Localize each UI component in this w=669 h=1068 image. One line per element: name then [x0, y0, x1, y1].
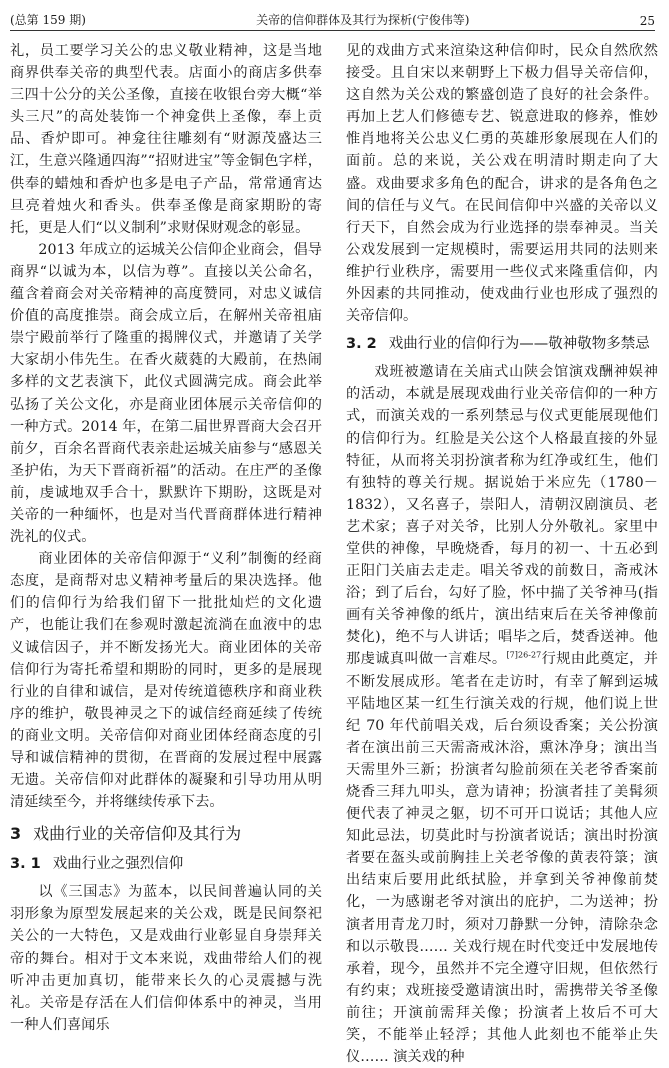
- citation-reference: [7]26-27: [506, 650, 542, 660]
- subsection-number: 3. 1: [10, 856, 41, 873]
- paragraph-text: 戏班被邀请在关庙式山陕会馆演戏酬神娱神的活动，本就是展现戏曲行业关帝信仰的一种方式，而演关戏的一系列禁忌与仪式更能展现他们的信仰行为。红脸是关公这个人格最直接的外显特征，从而将关羽扮演者称为红净或红生，他们有独特的尊关行规。据说始于米应先（1780－1832），又名喜子，崇阳人，清朝汉剧演员、老艺术家；喜子对关爷，比别人分外敬礼。家里中堂供的神像，早晚烧香，每月的初一、十五必到正阳门关庙去走走。唱关爷戏的前数日，斋戒沐浴；到了后台，勾好了脸，怀中揣了关爷神马(指画有关爷神像的纸片，演出结束后在关爷神像前焚化)，绝不与人讲话；唱毕之后，焚香送神。他那虔诚真叫做一言难尽。: [346, 364, 658, 668]
- subsection-title: 戏曲行业的信仰行为——敬神敬物多禁忌: [388, 336, 650, 353]
- paragraph: 2013 年成立的运城关公信仰企业商会，倡导商界“以诚为本，以信为尊”。直接以关公命名，蕴含着商会对关帝精神的高度赞同，对忠义诚信价值的高度推崇。商会成立后，在解州关帝祖庙崇宁殿前举行了隆重的揭牌仪式，并邀请了关学大家胡小伟先生。在香火葳蕤的大殿前，在热闹多样的文艺表演下，此仪式圆满完成。商会此举弘扬了关公文化，亦是商业团体展示关帝信仰的一种方式。2014 年，在第二届世界晋商大会召开前夕，百余名晋商代表亲赴运城关庙参与“感恩关圣护佑，为天下晋商祈福”的活动。在庄严的圣像前，虔诚地双手合十，默默许下期盼，这既是对关帝的一种缅怀，也是对当代晋商群体进行精神洗礼的仪式。: [10, 241, 322, 546]
- article-title: 关帝的信仰群体及其行为探析(宁俊伟等): [256, 13, 470, 27]
- right-column: [346, 40, 658, 1068]
- paragraph: 见的戏曲方式来渲染这种信仰时，民众自然欣然接受。且自宋以来朝野上下极力倡导关帝信仰，这自然为关公戏的繁盛创造了良好的社会条件。再加上艺人们修德专艺、锐意进取的修养，惟妙惟肖地将关公忠义仁勇的英雄形象展现在人们的面前。总的来说，关公戏在明清时期走向了大盛。戏曲要求多角色的配合，讲求的是各角色之间的信任与义气。在民间信仰中兴盛的关帝以义行天下，自然会成为行业选择的崇奉神灵。当关公戏发展到一定规模时，需要运用共同的法则来维护行业秩序，需要用一些仪式来隆重信仰，内外因素的共同推动，使戏曲行业也形成了强烈的关帝信仰。: [346, 43, 658, 325]
- paragraph: 以《三国志》为蓝本，以民间普遍认同的关羽形象为原型发展起来的关公戏，既是民间祭祀关公的一大特色，又是戏曲行业彰显自身崇拜关帝的舞台。相对于文本来说，戏曲带给人们的视听冲击更加真切，能带来长久的心灵震撼与洗礼。关帝是存活在人们信仰体系中的神灵，当用一种人们喜闻乐: [10, 884, 322, 1033]
- subsection-number: 3. 2: [346, 336, 377, 353]
- issue-number: (总第 159 期): [10, 13, 86, 27]
- subsection-heading: [346, 333, 658, 355]
- section-heading: [10, 823, 322, 845]
- paragraph: 商业团体的关帝信仰源于“义利”制衡的经商态度，是商帮对忠义精神考量后的果决选择。他们的信仰行为给我们留下一批批灿烂的文化遗产，也能让我们在参观时激起流淌在血液中的忠义诚信因子，并不断发扬光大。商业团体的关帝信仰行为寄托希望和期盼的同时，更多的是展现行业的自律和诚信，是对传统道德秩序和商业秩序的维护，敬畏神灵之下的诚信经商延续了传统的商业文明。关帝信仰对商业团体经商态度的引导和诚信精神的贯彻，在晋商的发展过程中展露无遗。关帝信仰对此群体的凝聚和引导功用从明清延续至今，并将继续传承下去。: [10, 551, 322, 811]
- paragraph-text: 行规由此奠定，并不断发展成形。笔者在走访时，有幸了解到运城平陆地区某一红生行演关戏的行规，他们说上世纪 70 年代前唱关戏，后台须设香案；关公扮演者在演出前三天需斋戒沐浴，熏沐净身；演出当天需里外三新；扮演者勾脸前须在关老爷香案前烧香三拜九叩头，意为请神；扮演者挂了美髯须便代表了神灵之躯，切不可开口说话；其他人应知此忌法，切莫此时与扮演者说话；演出时扮演者要在盔头或前胸挂上关老爷像的黄表符箓；演出结束后要用此纸拭脸，并拿到关爷神像前焚化，一为感谢老爷对演出的庇护，二为送神；扮演者用青龙刀时，须对刀静默一分钟，清除杂念和以示敬畏…… 关戏行规在时代变迁中发展地传承着，现今，虽然并不完全遵守旧规，但依然行有约束；戏班接受邀请演出时，需携带关爷圣像前往；开演前需拜关像；扮演者上妆后不可大笑，不能举止轻浮；其他人此刻也不能举止失仪…… 演关戏的种: [346, 651, 658, 1066]
- section-title: 戏曲行业的关帝信仰及其行为: [33, 824, 242, 844]
- section-number: 3: [10, 824, 22, 844]
- header-rule: [10, 30, 655, 31]
- subsection-title: 戏曲行业之强烈信仰: [52, 856, 184, 873]
- subsection-heading: [10, 853, 322, 875]
- paragraph: 礼，员工要学习关公的忠义敬业精神，这是当地商界供奉关帝的典型代表。店面小的商店多供奉三四十公分的关公圣像，直接在收银台旁大概“举头三尺”的高处装饰一个神龛供上圣像，奉上贡品、香炉即可。神龛往往雕刻有“财源茂盛达三江，生意兴隆通四海”“招财进宝”等金铜色字样，供奉的蜡烛和香炉也多是电子产品，常常通宵达旦亮着烛火和香头。供奉圣像是商家期盼的寄托，更是人们“以义制利”求财保财观念的彰显。: [10, 43, 322, 236]
- paragraph: [346, 361, 658, 1068]
- running-header: [10, 8, 655, 28]
- left-column: [10, 40, 322, 1036]
- page-number: 25: [639, 14, 655, 28]
